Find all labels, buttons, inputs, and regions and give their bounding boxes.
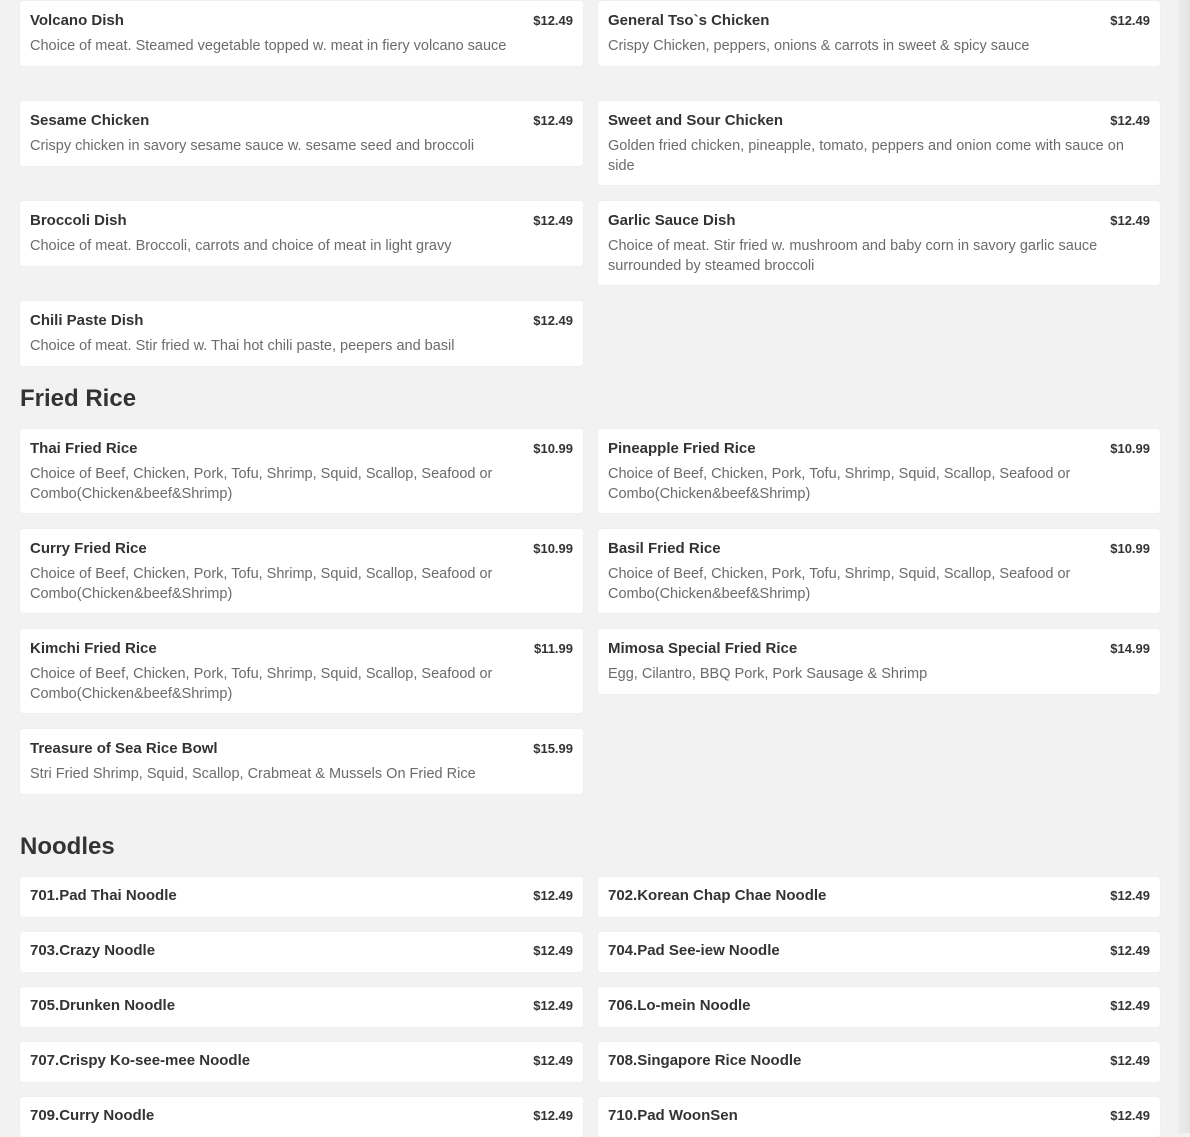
menu-item-description: Choice of meat. Stir fried w. mushroom and baby corn in savory garlic sauce surrounded by steamed broccoli xyxy=(608,238,1098,274)
menu-item-price: $10.99 xyxy=(533,441,573,456)
menu-item-header xyxy=(608,111,1150,131)
menu-item-name: Volcano Dish xyxy=(30,12,124,29)
menu-item-name: 704.Pad See-iew Noodle xyxy=(608,942,780,959)
menu-item-name: Broccoli Dish xyxy=(30,212,127,229)
menu-item-card[interactable] xyxy=(20,1042,583,1082)
menu-item-card[interactable] xyxy=(20,1097,583,1137)
menu-item-description: Choice of meat. Steamed vegetable topped w. meat in fiery volcano sauce xyxy=(30,38,507,54)
menu-item-price: $12.49 xyxy=(1110,113,1150,128)
menu-item-header xyxy=(608,941,1150,961)
menu-item-name: Thai Fried Rice xyxy=(30,440,138,457)
menu-item-header xyxy=(30,1051,573,1071)
menu-item-price: $10.99 xyxy=(1110,541,1150,556)
menu-item-name: 710.Pad WoonSen xyxy=(608,1107,738,1124)
menu-item-header xyxy=(30,996,573,1016)
menu-item-description: Egg, Cilantro, BBQ Pork, Pork Sausage & Shrimp xyxy=(608,666,928,682)
menu-item-card[interactable] xyxy=(598,629,1160,694)
menu-item-description: Crispy chicken in savory sesame sauce w. sesame seed and broccoli xyxy=(30,138,475,154)
menu-item-description: Choice of Beef, Chicken, Pork, Tofu, Shrimp, Squid, Scallop, Seafood or Combo(Chicken&beef&Shrimp) xyxy=(608,566,1071,602)
menu-item-header xyxy=(608,439,1150,459)
menu-item-name: 709.Curry Noodle xyxy=(30,1107,155,1124)
menu-item-price: $10.99 xyxy=(1110,441,1150,456)
menu-item-name: Garlic Sauce Dish xyxy=(608,212,736,229)
menu-item-header xyxy=(30,539,573,559)
section-title: Fried Rice xyxy=(20,385,137,412)
menu-item-price: $12.49 xyxy=(1110,943,1150,958)
menu-item-card[interactable] xyxy=(598,1,1160,66)
menu-item-name: 708.Singapore Rice Noodle xyxy=(608,1052,802,1069)
menu-item-price: $12.49 xyxy=(533,998,573,1013)
menu-item-card[interactable] xyxy=(20,301,583,366)
menu-item-card[interactable] xyxy=(598,987,1160,1027)
menu-item-header xyxy=(30,941,573,961)
menu-item-description: Choice of Beef, Chicken, Pork, Tofu, Shrimp, Squid, Scallop, Seafood or Combo(Chicken&beef&Shrimp) xyxy=(30,466,493,502)
menu-item-card[interactable] xyxy=(20,987,583,1027)
menu-item-price: $12.49 xyxy=(533,213,573,228)
menu-item-price: $12.49 xyxy=(533,1053,573,1068)
menu-item-description: Choice of Beef, Chicken, Pork, Tofu, Shrimp, Squid, Scallop, Seafood or Combo(Chicken&beef&Shrimp) xyxy=(30,666,493,702)
menu-item-price: $12.49 xyxy=(533,113,573,128)
menu-item-card[interactable] xyxy=(598,429,1160,513)
menu-item-description: Choice of Beef, Chicken, Pork, Tofu, Shrimp, Squid, Scallop, Seafood or Combo(Chicken&beef&Shrimp) xyxy=(30,566,493,602)
menu-item-name: 706.Lo-mein Noodle xyxy=(608,997,751,1014)
menu-item-description: Golden fried chicken, pineapple, tomato, peppers and onion come with sauce on side xyxy=(608,138,1124,174)
menu-item-header xyxy=(608,11,1150,31)
menu-item-price: $11.99 xyxy=(533,641,573,656)
menu-item-card[interactable] xyxy=(20,201,583,266)
menu-item-header xyxy=(608,996,1150,1016)
menu-item-card[interactable] xyxy=(20,877,583,917)
menu-item-card[interactable] xyxy=(598,101,1160,185)
menu-item-name: Sesame Chicken xyxy=(30,112,150,129)
menu-item-description: Crispy Chicken, peppers, onions & carrots in sweet & spicy sauce xyxy=(608,38,1030,54)
menu-item-name: 702.Korean Chap Chae Noodle xyxy=(608,887,827,904)
menu-item-price: $12.49 xyxy=(1110,888,1150,903)
menu-item-name: Treasure of Sea Rice Bowl xyxy=(30,740,218,757)
menu-item-header xyxy=(30,739,573,759)
menu-item-card[interactable] xyxy=(598,932,1160,972)
menu-item-name: Pineapple Fried Rice xyxy=(608,440,756,457)
menu-item-header xyxy=(608,1051,1150,1071)
menu-item-price: $12.49 xyxy=(533,1108,573,1123)
menu-item-description: Choice of Beef, Chicken, Pork, Tofu, Shrimp, Squid, Scallop, Seafood or Combo(Chicken&beef&Shrimp) xyxy=(608,466,1071,502)
menu-item-card[interactable] xyxy=(598,1097,1160,1137)
menu-item-header xyxy=(608,1106,1150,1126)
menu-item-name: 703.Crazy Noodle xyxy=(30,942,156,959)
menu-item-price: $15.99 xyxy=(533,741,573,756)
menu-item-price: $12.49 xyxy=(533,888,573,903)
menu-item-price: $12.49 xyxy=(533,943,573,958)
scrollbar-track[interactable] xyxy=(1178,0,1190,1133)
menu-item-card[interactable] xyxy=(598,201,1160,285)
menu-item-card[interactable] xyxy=(20,1,583,66)
menu-item-card[interactable] xyxy=(20,101,583,166)
menu-item-price: $12.49 xyxy=(1110,998,1150,1013)
menu-item-header xyxy=(608,639,1150,659)
menu-item-name: 707.Crispy Ko-see-mee Noodle xyxy=(30,1052,251,1069)
menu-item-card[interactable] xyxy=(20,429,583,513)
menu-item-name: Mimosa Special Fried Rice xyxy=(608,640,798,657)
menu-item-name: General Tso`s Chicken xyxy=(608,12,770,29)
menu-item-card[interactable] xyxy=(598,1042,1160,1082)
menu-item-card[interactable] xyxy=(20,729,583,794)
menu-item-price: $12.49 xyxy=(1110,213,1150,228)
menu-item-header xyxy=(30,11,573,31)
menu-item-price: $10.99 xyxy=(533,541,573,556)
menu-item-card[interactable] xyxy=(20,629,583,713)
menu-item-header xyxy=(30,886,573,906)
menu-item-description: Stri Fried Shrimp, Squid, Scallop, Crabmeat & Mussels On Fried Rice xyxy=(30,766,476,782)
menu-item-price: $12.49 xyxy=(1110,1108,1150,1123)
section-title: Noodles xyxy=(20,833,115,860)
menu-item-header xyxy=(608,211,1150,231)
menu-item-name: Curry Fried Rice xyxy=(30,540,147,557)
menu-item-name: Basil Fried Rice xyxy=(608,540,721,557)
menu-item-header xyxy=(30,311,573,331)
menu-item-name: Kimchi Fried Rice xyxy=(30,640,157,657)
menu-item-card[interactable] xyxy=(598,529,1160,613)
menu-item-header xyxy=(30,1106,573,1126)
menu-item-price: $14.99 xyxy=(1110,641,1150,656)
menu-item-card[interactable] xyxy=(598,877,1160,917)
menu-item-header xyxy=(608,886,1150,906)
menu-item-price: $12.49 xyxy=(1110,1053,1150,1068)
menu-item-card[interactable] xyxy=(20,529,583,613)
menu-item-header xyxy=(30,111,573,131)
menu-item-header xyxy=(30,439,573,459)
menu-item-header xyxy=(30,639,573,659)
menu-item-description: Choice of meat. Broccoli, carrots and choice of meat in light gravy xyxy=(30,238,452,254)
menu-item-price: $12.49 xyxy=(533,13,573,28)
menu-item-header xyxy=(30,211,573,231)
menu-item-name: 701.Pad Thai Noodle xyxy=(30,887,177,904)
menu-item-name: 705.Drunken Noodle xyxy=(30,997,176,1014)
menu-item-price: $12.49 xyxy=(533,313,573,328)
menu-item-name: Sweet and Sour Chicken xyxy=(608,112,784,129)
menu-item-card[interactable] xyxy=(20,932,583,972)
menu-item-header xyxy=(608,539,1150,559)
menu-item-price: $12.49 xyxy=(1110,13,1150,28)
menu-item-name: Chili Paste Dish xyxy=(30,312,144,329)
menu-item-description: Choice of meat. Stir fried w. Thai hot chili paste, peepers and basil xyxy=(30,338,455,354)
